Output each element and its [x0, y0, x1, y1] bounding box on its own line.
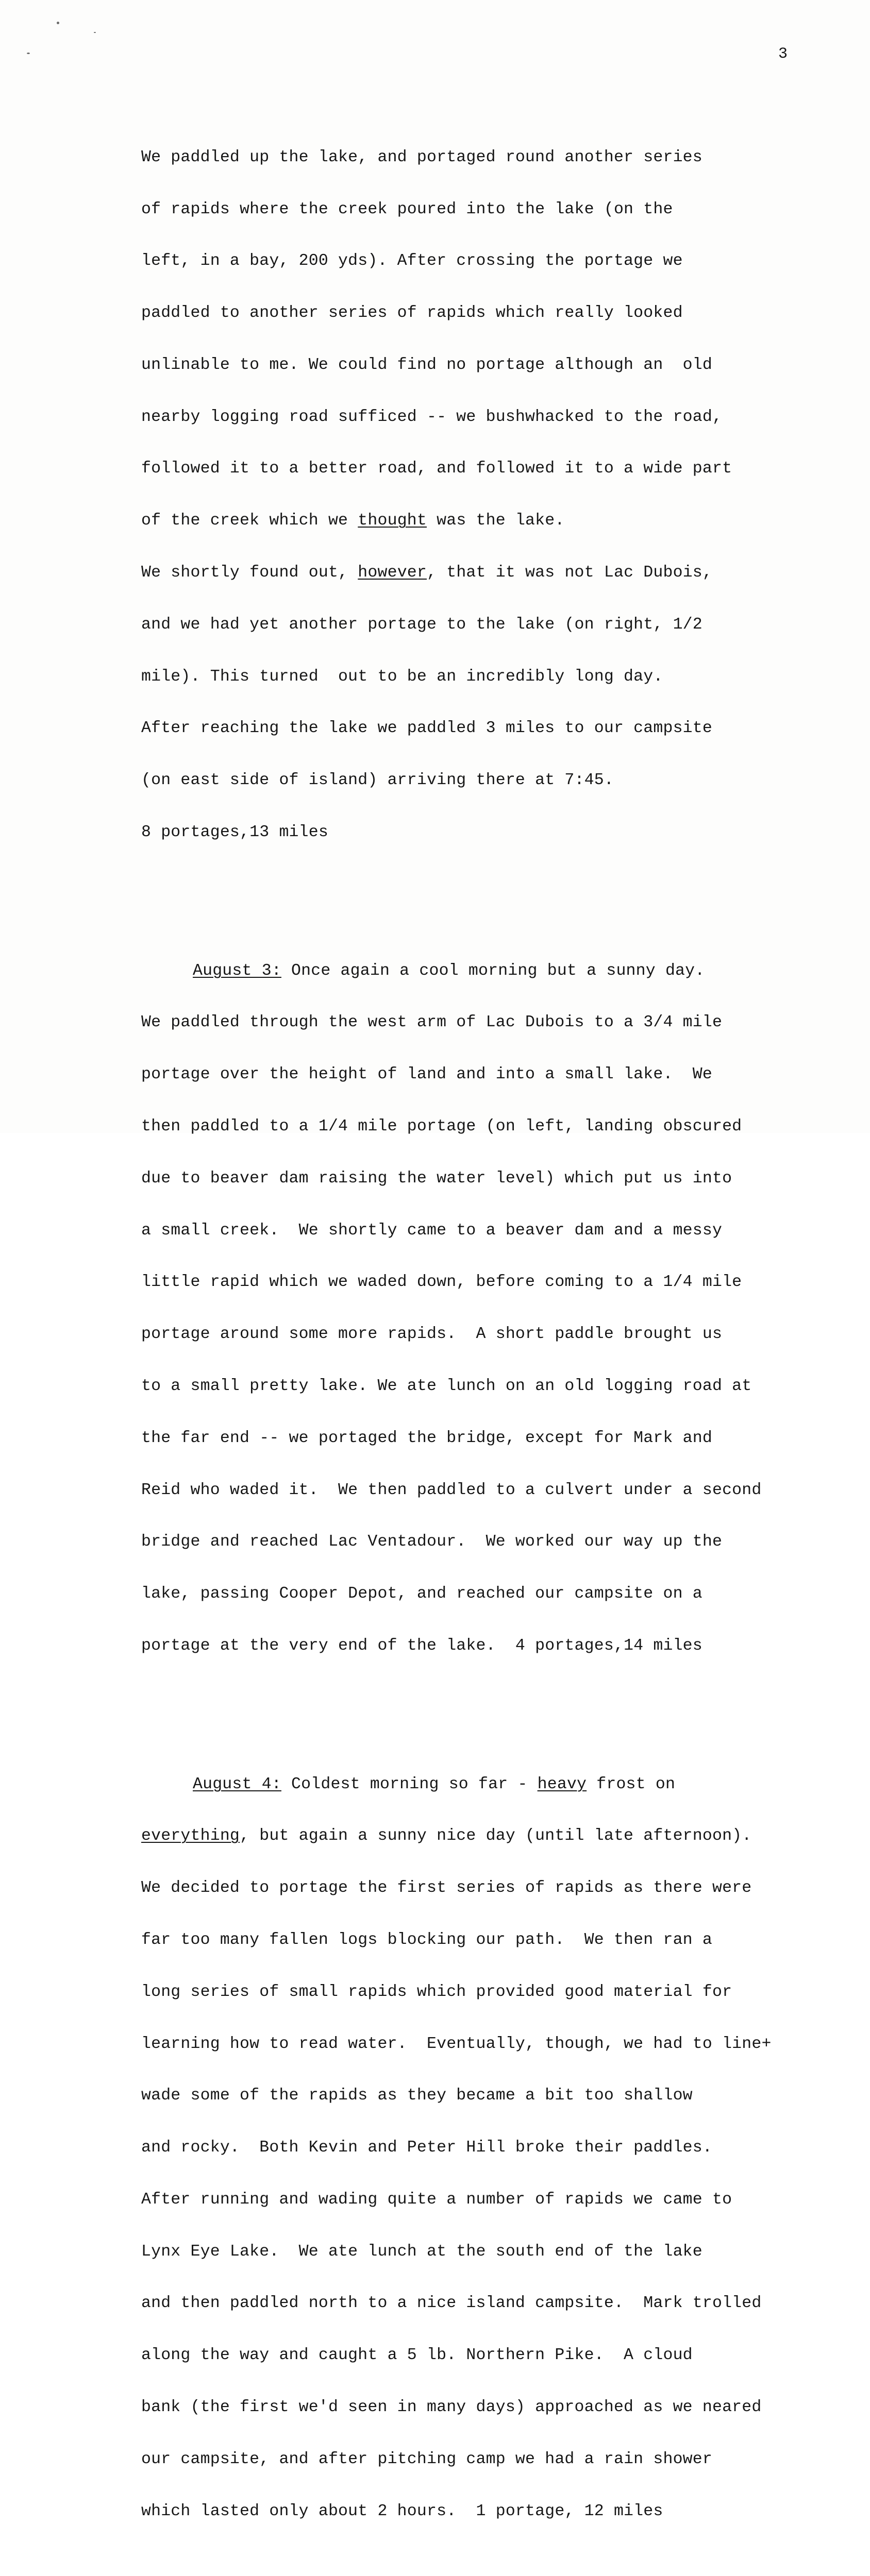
text-line: along the way and caught a 5 lb. Northern Pike. A cloud	[141, 2346, 693, 2365]
text-line: our campsite, and after pitching camp we had a rain shower	[141, 2450, 712, 2468]
text-line: left, in a bay, 200 yds). After crossing the portage we	[141, 252, 683, 270]
text-fragment: Once again a cool morning but a sunny day.	[281, 961, 705, 980]
paragraph-gap	[141, 2554, 852, 2572]
underlined-word: everything	[141, 1827, 240, 1845]
entry-first-line	[141, 1776, 852, 1793]
text-line	[141, 564, 852, 582]
entry-date-heading: August 4:	[193, 1775, 281, 1793]
entry-date-heading: August 3:	[193, 961, 281, 980]
typed-journal-text	[141, 97, 852, 2576]
text-line: nearby logging road sufficed -- we bushwhacked to the road,	[141, 408, 723, 426]
scan-speck	[94, 32, 96, 33]
text-line: and we had yet another portage to the lake (on right, 1/2	[141, 615, 702, 634]
text-line: and then paddled north to a nice island campsite. Mark trolled	[141, 2294, 762, 2313]
text-line: portage at the very end of the lake. 4 portages,14 miles	[141, 1636, 702, 1655]
text-fragment: We shortly found out,	[141, 564, 358, 582]
text-fragment: of the creek which we	[141, 512, 358, 530]
text-line: We decided to portage the first series of rapids as there were	[141, 1879, 752, 1897]
text-fragment: , that it was not Lac Dubois,	[427, 564, 713, 582]
text-line: mile). This turned out to be an incredibly long day.	[141, 667, 663, 686]
text-line: due to beaver dam raising the water level) which put us into	[141, 1169, 732, 1188]
text-line: After reaching the lake we paddled 3 miles to our campsite	[141, 719, 712, 738]
text-line	[141, 1827, 852, 1845]
text-line: and rocky. Both Kevin and Peter Hill broke their paddles.	[141, 2139, 712, 2157]
text-line: bank (the first we'd seen in many days) approached as we neared	[141, 2398, 762, 2416]
underlined-word: however	[358, 564, 427, 582]
text-line: Lynx Eye Lake. We ate lunch at the south end of the lake	[141, 2242, 702, 2261]
text-line: unlinable to me. We could find no portage although an old	[141, 355, 712, 374]
text-line: then paddled to a 1/4 mile portage (on left, landing obscured	[141, 1117, 742, 1136]
page-number: 3	[778, 45, 788, 63]
text-line: bridge and reached Lac Ventadour. We worked our way up the	[141, 1533, 723, 1551]
scan-speck	[57, 22, 59, 24]
text-fragment: frost on	[587, 1775, 676, 1793]
scan-speck	[27, 53, 30, 54]
underlined-word: heavy	[537, 1775, 587, 1793]
text-line: the far end -- we portaged the bridge, except for Mark and	[141, 1429, 712, 1447]
text-fragment: , but again a sunny nice day (until late afternoon).	[240, 1827, 752, 1845]
underlined-word: thought	[358, 512, 427, 530]
text-line: to a small pretty lake. We ate lunch on an old logging road at	[141, 1377, 752, 1395]
text-fragment: was the lake.	[427, 512, 565, 530]
text-line: followed it to a better road, and followed it to a wide part	[141, 460, 732, 478]
text-line	[141, 512, 852, 530]
paragraph-gap	[141, 876, 852, 893]
text-line: (on east side of island) arriving there at 7:45.	[141, 771, 614, 790]
text-line: learning how to read water. Eventually, though, we had to line+	[141, 2035, 772, 2053]
text-line: We paddled up the lake, and portaged round another series	[141, 148, 702, 166]
entry-first-line	[141, 962, 852, 980]
text-line: of rapids where the creek poured into the lake (on the	[141, 200, 673, 218]
text-fragment: Coldest morning so far -	[281, 1775, 538, 1793]
text-line: lake, passing Cooper Depot, and reached our campsite on a	[141, 1585, 702, 1603]
text-line: long series of small rapids which provided good material for	[141, 1982, 732, 2001]
text-line: 8 portages,13 miles	[141, 823, 328, 841]
text-line: paddled to another series of rapids which really looked	[141, 304, 683, 323]
text-line: After running and wading quite a number of rapids we came to	[141, 2190, 732, 2209]
text-line: which lasted only about 2 hours. 1 portage, 12 miles	[141, 2502, 663, 2520]
text-line: portage around some more rapids. A short paddle brought us	[141, 1325, 723, 1344]
text-line: portage over the height of land and into a small lake. We	[141, 1065, 712, 1084]
paragraph-gap	[141, 1689, 852, 1707]
text-line: a small creek. We shortly came to a beaver dam and a messy	[141, 1221, 723, 1240]
text-line: Reid who waded it. We then paddled to a culvert under a second	[141, 1481, 762, 1499]
text-line: wade some of the rapids as they became a bit too shallow	[141, 2087, 693, 2105]
text-line: little rapid which we waded down, before coming to a 1/4 mile	[141, 1273, 742, 1292]
text-line: We paddled through the west arm of Lac Dubois to a 3/4 mile	[141, 1013, 723, 1032]
text-line: far too many fallen logs blocking our path. We then ran a	[141, 1930, 712, 1949]
